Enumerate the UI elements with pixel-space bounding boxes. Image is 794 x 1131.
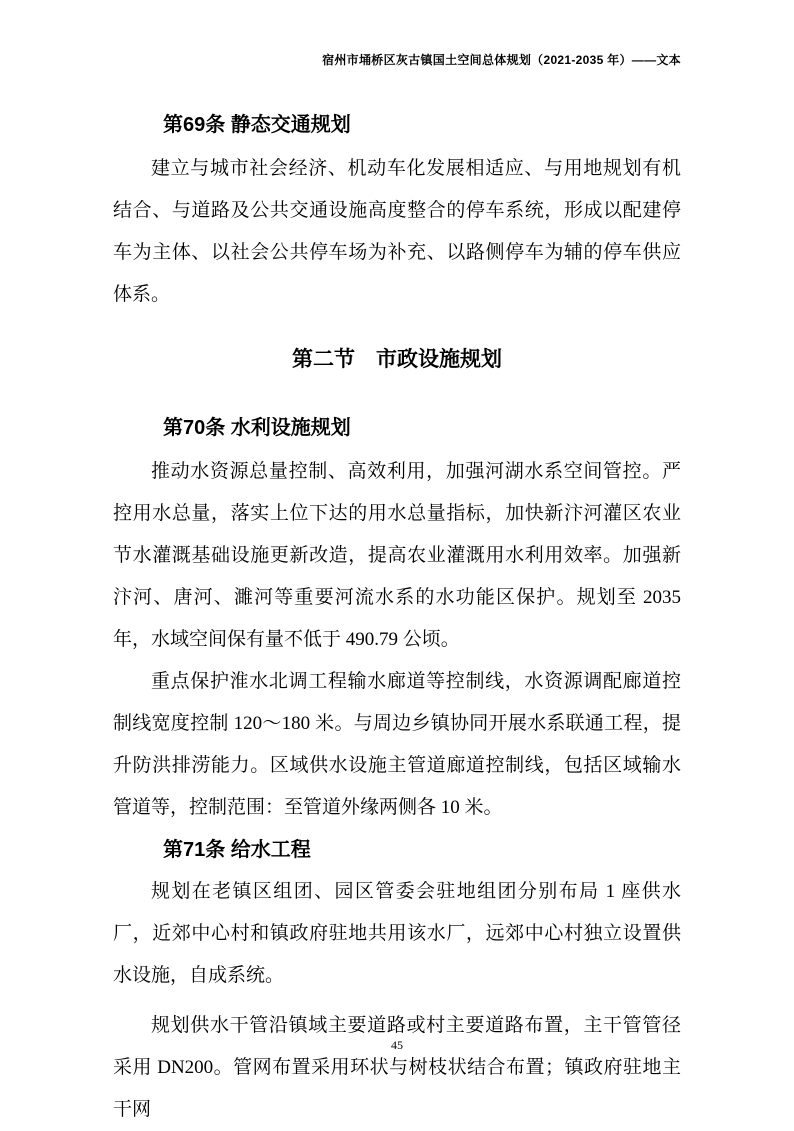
article-70-paragraph-2: 重点保护淮水北调工程输水廊道等控制线，水资源调配廊道控制线宽度控制 120～180 米。与周边乡镇协同开展水系联通工程，提升防洪排涝能力。区域供水设施主管道廊道控制线，包括区域输水管道等，控制范围：至管道外缘两侧各 10 米。: [113, 671, 681, 818]
page-header: [113, 52, 681, 68]
section-2-heading: 第二节 市政设施规划: [292, 348, 502, 371]
article-70-heading: 第70条 水利设施规划: [163, 417, 351, 439]
article-69-paragraph-1: 建立与城市社会经济、机动车化发展相适应、与用地规划有机结合、与道路及公共交通设施高度整合的停车系统，形成以配建停车为主体、以社会公共停车场为补充、以路侧停车为辅的停车供应体系。: [113, 158, 681, 305]
article-71-heading: 第71条 给水工程: [163, 839, 311, 861]
article-70-paragraph-1: 推动水资源总量控制、高效利用，加强河湖水系空间管控。严控用水总量，落实上位下达的用水总量指标，加快新汴河灌区农业节水灌溉基础设施更新改造，提高农业灌溉用水利用效率。加强新汴河、唐河、濉河等重要河流水系的水功能区保护。规划至 2035 年，水域空间保有量不低于 490.79 公顷。: [113, 461, 681, 650]
article-71-paragraph-2: 规划供水干管沿镇域主要道路或村主要道路布置，主干管管径采用 DN200。管网布置采用环状与树枝状结合布置；镇政府驻地主干网: [113, 1015, 681, 1120]
article-69-heading: 第69条 静态交通规划: [163, 114, 351, 136]
header-running-title: 宿州市埇桥区灰古镇国土空间总体规划（2021-2035 年）——文本: [322, 53, 681, 67]
page-number: 45: [391, 1038, 403, 1052]
page-footer: [0, 1038, 794, 1052]
article-71-paragraph-1: 规划在老镇区组团、园区管委会驻地组团分别布局 1 座供水厂，近郊中心村和镇政府驻地共用该水厂，远郊中心村独立设置供水设施，自成系统。: [113, 881, 681, 986]
